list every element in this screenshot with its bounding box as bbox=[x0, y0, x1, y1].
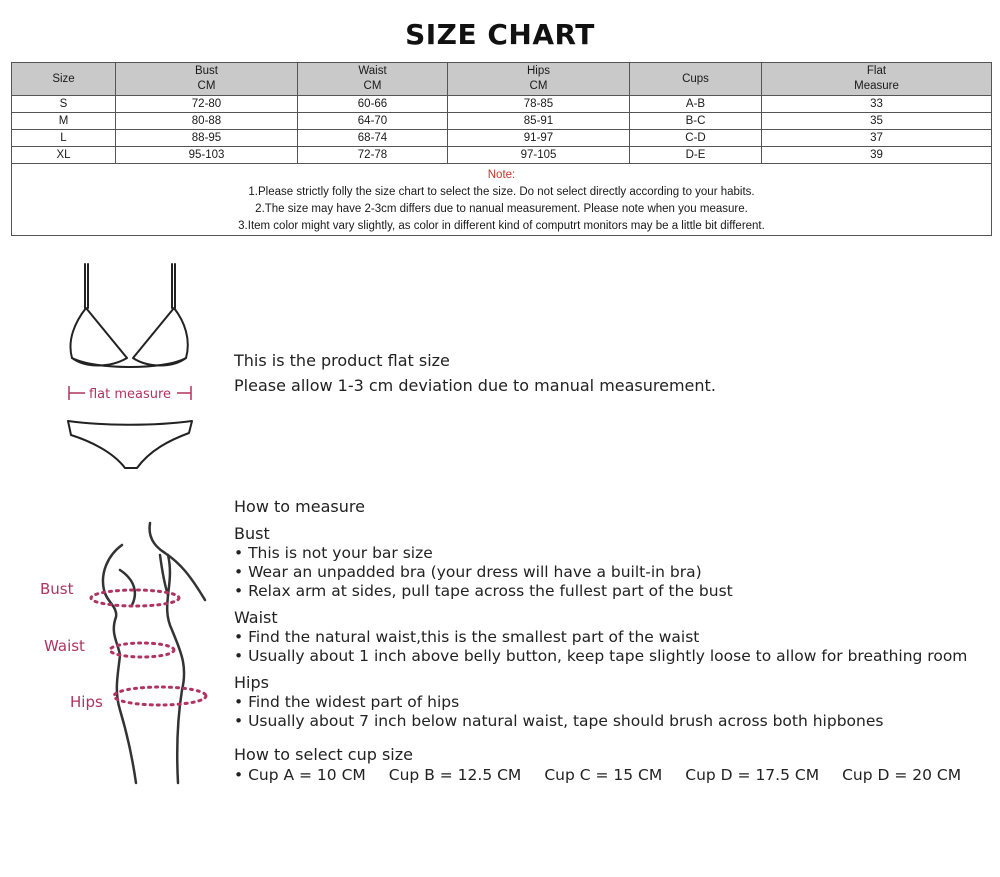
cell-bust: 95-103 bbox=[116, 147, 298, 164]
notes-cell bbox=[12, 164, 992, 236]
flat-measure-label: flat measure bbox=[88, 387, 172, 402]
cell-size: XL bbox=[12, 147, 116, 164]
table-row bbox=[12, 147, 992, 164]
cell-flat: 33 bbox=[762, 96, 992, 113]
table-row bbox=[12, 96, 992, 113]
shoulder-line bbox=[150, 523, 205, 600]
bust-bullet: • This is not your bar size bbox=[234, 544, 433, 562]
note-title: Note: bbox=[487, 169, 516, 181]
cell-waist: 68-74 bbox=[298, 130, 448, 147]
table-row bbox=[12, 130, 992, 147]
hips-bullet: • Find the widest part of hips bbox=[234, 693, 460, 711]
hips-tape bbox=[114, 687, 206, 705]
cell-bust: 80-88 bbox=[116, 113, 298, 130]
right-cup bbox=[133, 308, 188, 366]
bikini-bottom bbox=[68, 421, 192, 468]
header-waist: Waist CM bbox=[298, 63, 448, 96]
header-bust: Bust CM bbox=[116, 63, 298, 96]
waist-bullet: • Find the natural waist,this is the smallest part of the waist bbox=[234, 628, 700, 646]
hips-heading: Hips bbox=[234, 673, 269, 692]
cup-size-item: • Cup A = 10 CM bbox=[234, 766, 366, 784]
bust-bullet: • Relax arm at sides, pull tape across the fullest part of the bust bbox=[234, 582, 733, 600]
cell-bust: 88-95 bbox=[116, 130, 298, 147]
cup-size-item: Cup D = 17.5 CM bbox=[685, 766, 820, 784]
table-header-row bbox=[12, 63, 992, 96]
cell-waist: 72-78 bbox=[298, 147, 448, 164]
cell-hips: 97-105 bbox=[448, 147, 630, 164]
cell-waist: 64-70 bbox=[298, 113, 448, 130]
cell-flat: 37 bbox=[762, 130, 992, 147]
page-title: SIZE CHART bbox=[405, 18, 595, 51]
how-to-measure-heading: How to measure bbox=[234, 497, 365, 516]
cup-size-item: Cup C = 15 CM bbox=[544, 766, 663, 784]
header-hips: Hips CM bbox=[448, 63, 630, 96]
header-cups: Cups bbox=[630, 63, 762, 96]
flat-size-text bbox=[234, 348, 716, 398]
note-line: 2.The size may have 2-3cm differs due to nanual measurement. Please note when you measure. bbox=[255, 203, 748, 215]
flat-line-2: Please allow 1-3 cm deviation due to manual measurement. bbox=[234, 376, 716, 395]
cell-flat: 35 bbox=[762, 113, 992, 130]
cell-cups: A-B bbox=[630, 96, 762, 113]
note-line: 3.Item color might vary slightly, as color in different kind of computrt monitors may be a little bit different. bbox=[238, 220, 765, 232]
bikini-flat-illustration bbox=[55, 258, 215, 476]
cell-hips: 78-85 bbox=[448, 96, 630, 113]
cup-size-item: Cup B = 12.5 CM bbox=[388, 766, 522, 784]
cell-bust: 72-80 bbox=[116, 96, 298, 113]
bust-bullet: • Wear an unpadded bra (your dress will have a built-in bra) bbox=[234, 563, 702, 581]
measure-instructions bbox=[234, 497, 967, 785]
bust-figure-label: Bust bbox=[40, 580, 74, 598]
cup-size-heading: How to select cup size bbox=[234, 745, 413, 764]
flat-line-1: This is the product flat size bbox=[234, 351, 450, 370]
cell-size: M bbox=[12, 113, 116, 130]
bust-heading: Bust bbox=[234, 524, 270, 543]
waist-figure-label: Waist bbox=[44, 637, 85, 655]
hips-figure-label: Hips bbox=[70, 693, 103, 711]
cup-size-list bbox=[234, 765, 967, 785]
cell-cups: C-D bbox=[630, 130, 762, 147]
header-flat-measure: Flat Measure bbox=[762, 63, 992, 96]
cell-waist: 60-66 bbox=[298, 96, 448, 113]
waist-bullet: • Usually about 1 inch above belly button, keep tape slightly loose to allow for breathing room bbox=[234, 647, 968, 665]
table-row bbox=[12, 113, 992, 130]
cell-size: S bbox=[12, 96, 116, 113]
body-figure-illustration bbox=[80, 515, 220, 795]
cell-cups: B-C bbox=[630, 113, 762, 130]
hips-bullet: • Usually about 7 inch below natural waist, tape should brush across both hipbones bbox=[234, 712, 884, 730]
back-line bbox=[167, 555, 184, 783]
header-size: Size bbox=[12, 63, 116, 96]
cell-size: L bbox=[12, 130, 116, 147]
cell-cups: D-E bbox=[630, 147, 762, 164]
notes-row bbox=[12, 164, 992, 236]
cup-size-item: Cup D = 20 CM bbox=[842, 766, 962, 784]
cell-flat: 39 bbox=[762, 147, 992, 164]
note-line: 1.Please strictly folly the size chart to select the size. Do not select directly according to your habits. bbox=[248, 186, 755, 198]
size-table bbox=[11, 62, 992, 236]
waist-heading: Waist bbox=[234, 608, 278, 627]
cell-hips: 85-91 bbox=[448, 113, 630, 130]
left-cup bbox=[70, 308, 127, 366]
cell-hips: 91-97 bbox=[448, 130, 630, 147]
